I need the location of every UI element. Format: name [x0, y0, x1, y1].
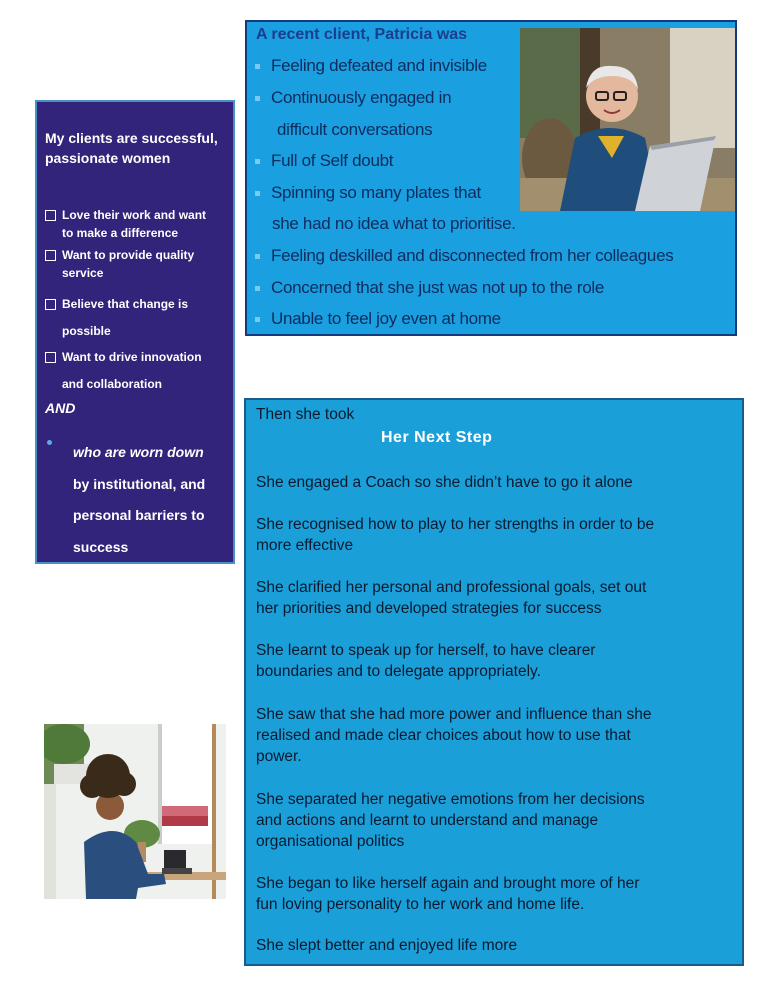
- paragraph-line: She slept better and enjoyed life more: [256, 937, 518, 954]
- paragraph-line: She clarified her personal and professional goals, set out: [256, 579, 647, 596]
- list-item: [255, 56, 487, 76]
- list-item: [255, 278, 604, 298]
- list-item: [45, 291, 188, 345]
- paragraph-line: She separated her negative emotions from her decisions: [256, 791, 645, 808]
- and-label: AND: [45, 400, 76, 416]
- paragraph-line: power.: [256, 748, 302, 765]
- bullet-icon: [255, 286, 260, 291]
- list-item-continuation: she had no idea what to prioritise.: [272, 214, 516, 233]
- list-item-line: to make a difference: [62, 226, 179, 240]
- paragraph-line: boundaries and to delegate appropriately.: [256, 663, 541, 680]
- list-item-label: Full of Self doubt: [271, 151, 394, 170]
- paragraph-line: She learnt to speak up for herself, to have clearer: [256, 642, 596, 659]
- paragraph: [256, 577, 730, 619]
- paragraph: [256, 472, 730, 493]
- paragraph: [256, 640, 730, 682]
- list-item-line: possible: [62, 324, 111, 338]
- list-item: [255, 183, 481, 203]
- bullet-icon: [255, 96, 260, 101]
- bullet-icon: [255, 64, 260, 69]
- list-item: [45, 344, 202, 398]
- worn-line: personal barriers to: [73, 507, 205, 523]
- list-item-line: Believe that change is: [62, 297, 189, 311]
- clients-box: [35, 100, 235, 564]
- list-item: [255, 151, 393, 171]
- checkbox-icon: [45, 299, 56, 310]
- list-item-continuation: difficult conversations: [277, 120, 433, 139]
- list-item: [255, 246, 673, 266]
- list-item-line: Love their work and want: [62, 208, 207, 222]
- paragraph-line: She saw that she had more power and influence than she: [256, 706, 652, 723]
- checkbox-icon: [45, 210, 56, 221]
- paragraph-line: her priorities and developed strategies for success: [256, 600, 602, 617]
- paragraph: [256, 514, 730, 556]
- paragraph-line: She engaged a Coach so she didn’t have to go it alone: [256, 474, 633, 491]
- list-item: [255, 88, 451, 108]
- client-photo: [520, 28, 735, 211]
- bullet-icon: [255, 254, 260, 259]
- paragraph-line: She began to like herself again and brought more of her: [256, 875, 640, 892]
- list-item-label: Spinning so many plates that: [271, 183, 481, 202]
- worn-line: by institutional, and: [73, 476, 206, 492]
- worn-line: success: [73, 539, 129, 555]
- patricia-box: [245, 20, 737, 336]
- paragraph-line: She recognised how to play to her strengths in order to be: [256, 516, 655, 533]
- list-item-line: Want to provide quality: [62, 248, 195, 262]
- clients-heading: My clients are successful, passionate women: [45, 130, 218, 166]
- paragraph-line: and actions and learnt to understand and manage: [256, 812, 599, 829]
- list-item-label: Unable to feel joy even at home: [271, 309, 501, 328]
- paragraph: [256, 704, 730, 767]
- list-item-label: Concerned that she just was not up to the role: [271, 278, 605, 297]
- list-item-line: and collaboration: [62, 377, 163, 391]
- bullet-icon: [255, 191, 260, 196]
- bullet-icon: [255, 317, 260, 322]
- paragraph: [256, 789, 730, 852]
- list-item: [45, 206, 206, 242]
- patricia-title: A recent client, Patricia was: [256, 26, 468, 43]
- checkbox-icon: [45, 352, 56, 363]
- list-item-label: Feeling defeated and invisible: [271, 56, 487, 75]
- next-step-title: Her Next Step: [381, 429, 493, 446]
- list-item-label: Continuously engaged in: [271, 88, 452, 107]
- list-item: [255, 309, 501, 329]
- paragraph: [256, 935, 730, 956]
- list-item-line: Want to drive innovation: [62, 350, 202, 364]
- next-step-intro: Then she took: [256, 406, 355, 423]
- checkbox-icon: [45, 250, 56, 261]
- list-item-label: Feeling deskilled and disconnected from her colleagues: [271, 246, 674, 265]
- paragraph-line: organisational politics: [256, 833, 405, 850]
- list-item: [45, 246, 194, 282]
- list-item-line: service: [62, 266, 104, 280]
- next-step-box: [244, 398, 744, 966]
- paragraph-line: more effective: [256, 537, 354, 554]
- paragraph-line: fun loving personality to her work and home life.: [256, 896, 585, 913]
- worn-line: who are worn down: [73, 444, 204, 460]
- paragraph: [256, 873, 730, 915]
- bullet-icon: [47, 440, 52, 445]
- woman-at-desk-photo: [44, 724, 226, 899]
- bullet-icon: [255, 159, 260, 164]
- paragraph-line: realised and made clear choices about how to use that: [256, 727, 631, 744]
